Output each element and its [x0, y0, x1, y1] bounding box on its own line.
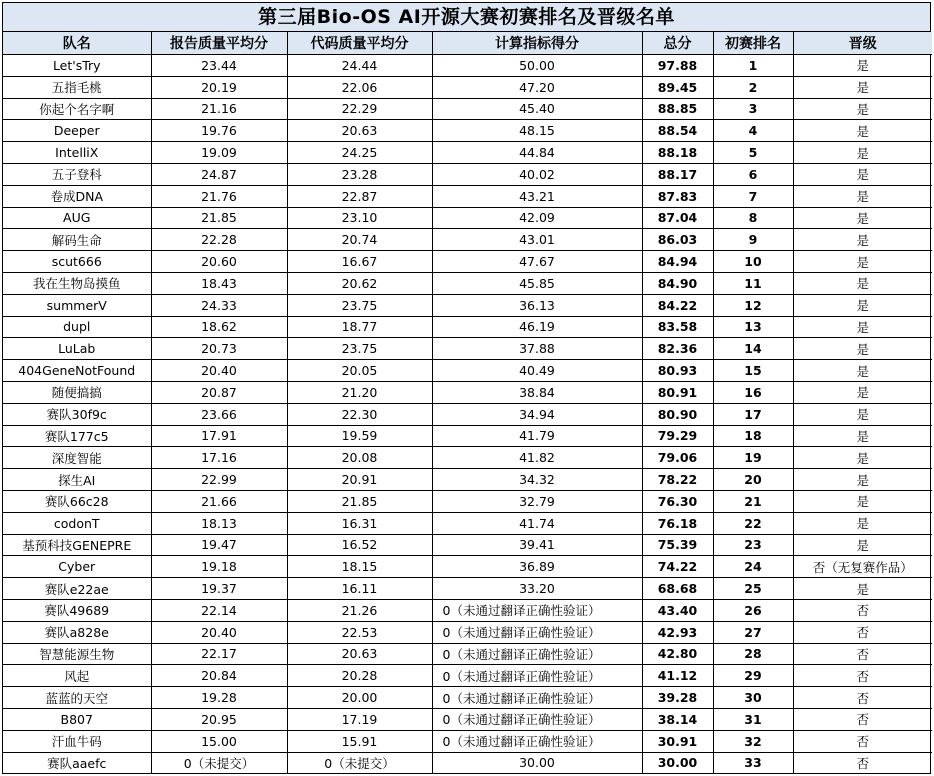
cell-rank: 10	[713, 251, 793, 273]
cell-advance: 是	[793, 294, 932, 316]
cell-rank: 30	[713, 687, 793, 709]
cell-calc-score: 42.09	[432, 207, 642, 229]
cell-rank: 27	[713, 621, 793, 643]
ranking-sheet	[2, 2, 931, 774]
cell-advance: 是	[793, 76, 932, 98]
cell-code-score: 21.85	[287, 490, 432, 512]
cell-report-score: 17.16	[151, 447, 287, 469]
cell-code-score: 15.91	[287, 730, 432, 752]
cell-report-score: 20.73	[151, 338, 287, 360]
cell-code-score: 22.06	[287, 76, 432, 98]
cell-report-score: 24.87	[151, 163, 287, 185]
cell-rank: 28	[713, 643, 793, 665]
column-header-team: 队名	[3, 32, 151, 55]
column-header-total: 总分	[642, 32, 713, 55]
cell-rank: 11	[713, 272, 793, 294]
cell-code-score: 20.08	[287, 447, 432, 469]
table-row	[3, 381, 932, 403]
cell-total: 88.54	[642, 120, 713, 142]
cell-total: 74.22	[642, 556, 713, 578]
cell-rank: 19	[713, 447, 793, 469]
cell-total: 79.29	[642, 425, 713, 447]
cell-advance: 是	[793, 490, 932, 512]
cell-calc-score: 0（未通过翻译正确性验证）	[432, 643, 642, 665]
cell-advance: 是	[793, 55, 932, 77]
cell-team: 你起个名字啊	[3, 98, 151, 120]
cell-rank: 12	[713, 294, 793, 316]
cell-report-score: 18.43	[151, 272, 287, 294]
table-row	[3, 599, 932, 621]
cell-rank: 29	[713, 665, 793, 687]
cell-team: 赛队30f9c	[3, 403, 151, 425]
cell-report-score: 20.40	[151, 360, 287, 382]
cell-total: 88.17	[642, 163, 713, 185]
cell-total: 43.40	[642, 599, 713, 621]
cell-team: 赛队66c28	[3, 490, 151, 512]
cell-rank: 7	[713, 185, 793, 207]
cell-total: 75.39	[642, 534, 713, 556]
cell-code-score: 20.91	[287, 469, 432, 491]
table-row	[3, 120, 932, 142]
cell-calc-score: 38.84	[432, 381, 642, 403]
cell-advance: 否	[793, 665, 932, 687]
cell-total: 78.22	[642, 469, 713, 491]
cell-total: 76.18	[642, 512, 713, 534]
cell-advance: 否	[793, 730, 932, 752]
table-row	[3, 207, 932, 229]
table-row	[3, 447, 932, 469]
table-row	[3, 425, 932, 447]
cell-report-score: 23.66	[151, 403, 287, 425]
cell-report-score: 22.28	[151, 229, 287, 251]
cell-calc-score: 0（未通过翻译正确性验证）	[432, 708, 642, 730]
cell-code-score: 24.25	[287, 142, 432, 164]
cell-team: 卷成DNA	[3, 185, 151, 207]
cell-report-score: 19.28	[151, 687, 287, 709]
cell-rank: 15	[713, 360, 793, 382]
cell-report-score: 22.99	[151, 469, 287, 491]
cell-team: Deeper	[3, 120, 151, 142]
cell-advance: 是	[793, 403, 932, 425]
cell-code-score: 21.20	[287, 381, 432, 403]
cell-team: 解码生命	[3, 229, 151, 251]
cell-calc-score: 46.19	[432, 316, 642, 338]
cell-advance: 是	[793, 578, 932, 600]
table-row	[3, 512, 932, 534]
cell-report-score: 19.37	[151, 578, 287, 600]
cell-team: 随便搞搞	[3, 381, 151, 403]
cell-rank: 33	[713, 752, 793, 773]
cell-rank: 14	[713, 338, 793, 360]
cell-total: 83.58	[642, 316, 713, 338]
cell-team: LuLab	[3, 338, 151, 360]
cell-advance: 是	[793, 381, 932, 403]
cell-total: 82.36	[642, 338, 713, 360]
cell-calc-score: 45.85	[432, 272, 642, 294]
cell-rank: 13	[713, 316, 793, 338]
cell-rank: 24	[713, 556, 793, 578]
table-row	[3, 752, 932, 773]
cell-advance: 否（无复赛作品）	[793, 556, 932, 578]
column-header-code-score: 代码质量平均分	[287, 32, 432, 55]
column-header-advance: 晋级	[793, 32, 932, 55]
cell-report-score: 18.62	[151, 316, 287, 338]
cell-report-score: 0（未提交）	[151, 752, 287, 773]
cell-rank: 20	[713, 469, 793, 491]
cell-code-score: 0（未提交）	[287, 752, 432, 773]
cell-calc-score: 39.41	[432, 534, 642, 556]
cell-advance: 否	[793, 687, 932, 709]
cell-calc-score: 0（未通过翻译正确性验证）	[432, 730, 642, 752]
cell-code-score: 24.44	[287, 55, 432, 77]
cell-code-score: 22.53	[287, 621, 432, 643]
cell-team: 赛队49689	[3, 599, 151, 621]
cell-advance: 是	[793, 338, 932, 360]
cell-advance: 是	[793, 120, 932, 142]
cell-advance: 是	[793, 272, 932, 294]
cell-total: 88.85	[642, 98, 713, 120]
cell-total: 42.93	[642, 621, 713, 643]
cell-total: 97.88	[642, 55, 713, 77]
cell-total: 84.94	[642, 251, 713, 273]
cell-calc-score: 34.94	[432, 403, 642, 425]
table-row	[3, 665, 932, 687]
cell-rank: 31	[713, 708, 793, 730]
table-row	[3, 142, 932, 164]
cell-code-score: 20.74	[287, 229, 432, 251]
table-row	[3, 76, 932, 98]
cell-calc-score: 40.02	[432, 163, 642, 185]
table-row	[3, 621, 932, 643]
table-row	[3, 316, 932, 338]
table-row	[3, 251, 932, 273]
cell-total: 80.93	[642, 360, 713, 382]
table-row	[3, 272, 932, 294]
cell-calc-score: 30.00	[432, 752, 642, 773]
cell-team: IntelliX	[3, 142, 151, 164]
cell-advance: 是	[793, 447, 932, 469]
table-row	[3, 534, 932, 556]
cell-advance: 是	[793, 251, 932, 273]
cell-team: 404GeneNotFound	[3, 360, 151, 382]
cell-rank: 6	[713, 163, 793, 185]
cell-calc-score: 44.84	[432, 142, 642, 164]
cell-code-score: 19.59	[287, 425, 432, 447]
cell-calc-score: 0（未通过翻译正确性验证）	[432, 665, 642, 687]
sheet-title: 第三届Bio-OS AI开源大赛初赛排名及晋级名单	[3, 3, 930, 32]
cell-rank: 23	[713, 534, 793, 556]
cell-code-score: 22.87	[287, 185, 432, 207]
cell-total: 80.90	[642, 403, 713, 425]
cell-calc-score: 32.79	[432, 490, 642, 512]
cell-advance: 是	[793, 229, 932, 251]
cell-rank: 3	[713, 98, 793, 120]
cell-total: 84.90	[642, 272, 713, 294]
cell-report-score: 15.00	[151, 730, 287, 752]
cell-report-score: 20.87	[151, 381, 287, 403]
cell-code-score: 20.28	[287, 665, 432, 687]
cell-rank: 8	[713, 207, 793, 229]
cell-total: 84.22	[642, 294, 713, 316]
cell-code-score: 16.67	[287, 251, 432, 273]
table-row	[3, 403, 932, 425]
cell-total: 30.91	[642, 730, 713, 752]
cell-report-score: 21.76	[151, 185, 287, 207]
cell-team: AUG	[3, 207, 151, 229]
cell-calc-score: 40.49	[432, 360, 642, 382]
table-row	[3, 578, 932, 600]
cell-rank: 4	[713, 120, 793, 142]
cell-code-score: 16.52	[287, 534, 432, 556]
cell-advance: 否	[793, 752, 932, 773]
cell-total: 87.04	[642, 207, 713, 229]
cell-team: codonT	[3, 512, 151, 534]
cell-total: 39.28	[642, 687, 713, 709]
cell-team: 赛队e22ae	[3, 578, 151, 600]
cell-rank: 17	[713, 403, 793, 425]
cell-report-score: 17.91	[151, 425, 287, 447]
header-row	[3, 32, 932, 55]
cell-code-score: 20.63	[287, 643, 432, 665]
cell-team: 汗血牛码	[3, 730, 151, 752]
column-header-calc-score: 计算指标得分	[432, 32, 642, 55]
cell-total: 42.80	[642, 643, 713, 665]
cell-calc-score: 36.89	[432, 556, 642, 578]
cell-rank: 25	[713, 578, 793, 600]
table-row	[3, 469, 932, 491]
cell-report-score: 21.85	[151, 207, 287, 229]
cell-report-score: 20.19	[151, 76, 287, 98]
cell-advance: 是	[793, 207, 932, 229]
cell-calc-score: 47.67	[432, 251, 642, 273]
cell-report-score: 19.47	[151, 534, 287, 556]
cell-rank: 26	[713, 599, 793, 621]
cell-calc-score: 41.79	[432, 425, 642, 447]
cell-code-score: 17.19	[287, 708, 432, 730]
cell-advance: 是	[793, 360, 932, 382]
cell-team: summerV	[3, 294, 151, 316]
cell-advance: 是	[793, 163, 932, 185]
cell-code-score: 16.11	[287, 578, 432, 600]
cell-advance: 否	[793, 621, 932, 643]
cell-team: scut666	[3, 251, 151, 273]
cell-rank: 21	[713, 490, 793, 512]
cell-report-score: 19.09	[151, 142, 287, 164]
cell-calc-score: 47.20	[432, 76, 642, 98]
cell-rank: 22	[713, 512, 793, 534]
cell-rank: 5	[713, 142, 793, 164]
cell-report-score: 21.16	[151, 98, 287, 120]
cell-code-score: 22.29	[287, 98, 432, 120]
cell-advance: 是	[793, 316, 932, 338]
cell-team: 智慧能源生物	[3, 643, 151, 665]
cell-code-score: 22.30	[287, 403, 432, 425]
cell-report-score: 23.44	[151, 55, 287, 77]
cell-total: 68.68	[642, 578, 713, 600]
cell-code-score: 20.00	[287, 687, 432, 709]
cell-advance: 是	[793, 512, 932, 534]
cell-team: 基预科技GENEPRE	[3, 534, 151, 556]
cell-team: 我在生物岛摸鱼	[3, 272, 151, 294]
cell-advance: 是	[793, 185, 932, 207]
cell-report-score: 19.76	[151, 120, 287, 142]
cell-rank: 2	[713, 76, 793, 98]
cell-report-score: 21.66	[151, 490, 287, 512]
cell-code-score: 23.75	[287, 294, 432, 316]
cell-advance: 否	[793, 708, 932, 730]
cell-advance: 是	[793, 142, 932, 164]
cell-calc-score: 41.74	[432, 512, 642, 534]
cell-code-score: 20.63	[287, 120, 432, 142]
cell-rank: 16	[713, 381, 793, 403]
cell-team: dupl	[3, 316, 151, 338]
cell-calc-score: 0（未通过翻译正确性验证）	[432, 621, 642, 643]
table-row	[3, 163, 932, 185]
cell-advance: 是	[793, 534, 932, 556]
cell-code-score: 16.31	[287, 512, 432, 534]
cell-report-score: 22.17	[151, 643, 287, 665]
table-row	[3, 55, 932, 77]
cell-rank: 9	[713, 229, 793, 251]
cell-advance: 是	[793, 98, 932, 120]
cell-advance: 是	[793, 469, 932, 491]
cell-report-score: 18.13	[151, 512, 287, 534]
table-row	[3, 98, 932, 120]
cell-report-score: 19.18	[151, 556, 287, 578]
cell-advance: 是	[793, 425, 932, 447]
cell-team: 赛队177c5	[3, 425, 151, 447]
cell-code-score: 23.75	[287, 338, 432, 360]
cell-total: 38.14	[642, 708, 713, 730]
table-row	[3, 643, 932, 665]
table-row	[3, 708, 932, 730]
cell-calc-score: 37.88	[432, 338, 642, 360]
cell-team: 赛队aaefc	[3, 752, 151, 773]
cell-team: 探生AI	[3, 469, 151, 491]
cell-calc-score: 43.21	[432, 185, 642, 207]
cell-team: 蓝蓝的天空	[3, 687, 151, 709]
cell-team: 五子登科	[3, 163, 151, 185]
cell-total: 79.06	[642, 447, 713, 469]
table-row	[3, 229, 932, 251]
column-header-rank: 初赛排名	[713, 32, 793, 55]
cell-team: Let'sTry	[3, 55, 151, 77]
cell-code-score: 18.77	[287, 316, 432, 338]
cell-total: 41.12	[642, 665, 713, 687]
cell-code-score: 23.28	[287, 163, 432, 185]
cell-calc-score: 43.01	[432, 229, 642, 251]
cell-calc-score: 41.82	[432, 447, 642, 469]
table-row	[3, 294, 932, 316]
cell-calc-score: 48.15	[432, 120, 642, 142]
cell-total: 80.91	[642, 381, 713, 403]
cell-total: 86.03	[642, 229, 713, 251]
cell-rank: 1	[713, 55, 793, 77]
cell-code-score: 21.26	[287, 599, 432, 621]
table-row	[3, 490, 932, 512]
cell-code-score: 18.15	[287, 556, 432, 578]
cell-calc-score: 33.20	[432, 578, 642, 600]
cell-code-score: 20.62	[287, 272, 432, 294]
table-row	[3, 185, 932, 207]
cell-rank: 18	[713, 425, 793, 447]
cell-calc-score: 36.13	[432, 294, 642, 316]
cell-report-score: 20.60	[151, 251, 287, 273]
cell-advance: 否	[793, 643, 932, 665]
table-row	[3, 556, 932, 578]
cell-team: 五指毛桃	[3, 76, 151, 98]
cell-total: 88.18	[642, 142, 713, 164]
table-row	[3, 730, 932, 752]
cell-team: 风起	[3, 665, 151, 687]
cell-total: 89.45	[642, 76, 713, 98]
table-row	[3, 360, 932, 382]
cell-report-score: 20.84	[151, 665, 287, 687]
cell-team: 赛队a828e	[3, 621, 151, 643]
cell-rank: 32	[713, 730, 793, 752]
cell-team: Cyber	[3, 556, 151, 578]
cell-advance: 否	[793, 599, 932, 621]
cell-report-score: 20.95	[151, 708, 287, 730]
column-header-report-score: 报告质量平均分	[151, 32, 287, 55]
table-body	[3, 55, 932, 774]
cell-calc-score: 50.00	[432, 55, 642, 77]
cell-calc-score: 45.40	[432, 98, 642, 120]
ranking-table	[3, 32, 932, 773]
cell-code-score: 20.05	[287, 360, 432, 382]
cell-report-score: 22.14	[151, 599, 287, 621]
table-row	[3, 687, 932, 709]
cell-total: 76.30	[642, 490, 713, 512]
cell-total: 30.00	[642, 752, 713, 773]
table-row	[3, 338, 932, 360]
cell-calc-score: 0（未通过翻译正确性验证）	[432, 599, 642, 621]
cell-calc-score: 0（未通过翻译正确性验证）	[432, 687, 642, 709]
cell-code-score: 23.10	[287, 207, 432, 229]
cell-total: 87.83	[642, 185, 713, 207]
cell-report-score: 20.40	[151, 621, 287, 643]
cell-calc-score: 34.32	[432, 469, 642, 491]
cell-team: 深度智能	[3, 447, 151, 469]
cell-report-score: 24.33	[151, 294, 287, 316]
cell-team: B807	[3, 708, 151, 730]
